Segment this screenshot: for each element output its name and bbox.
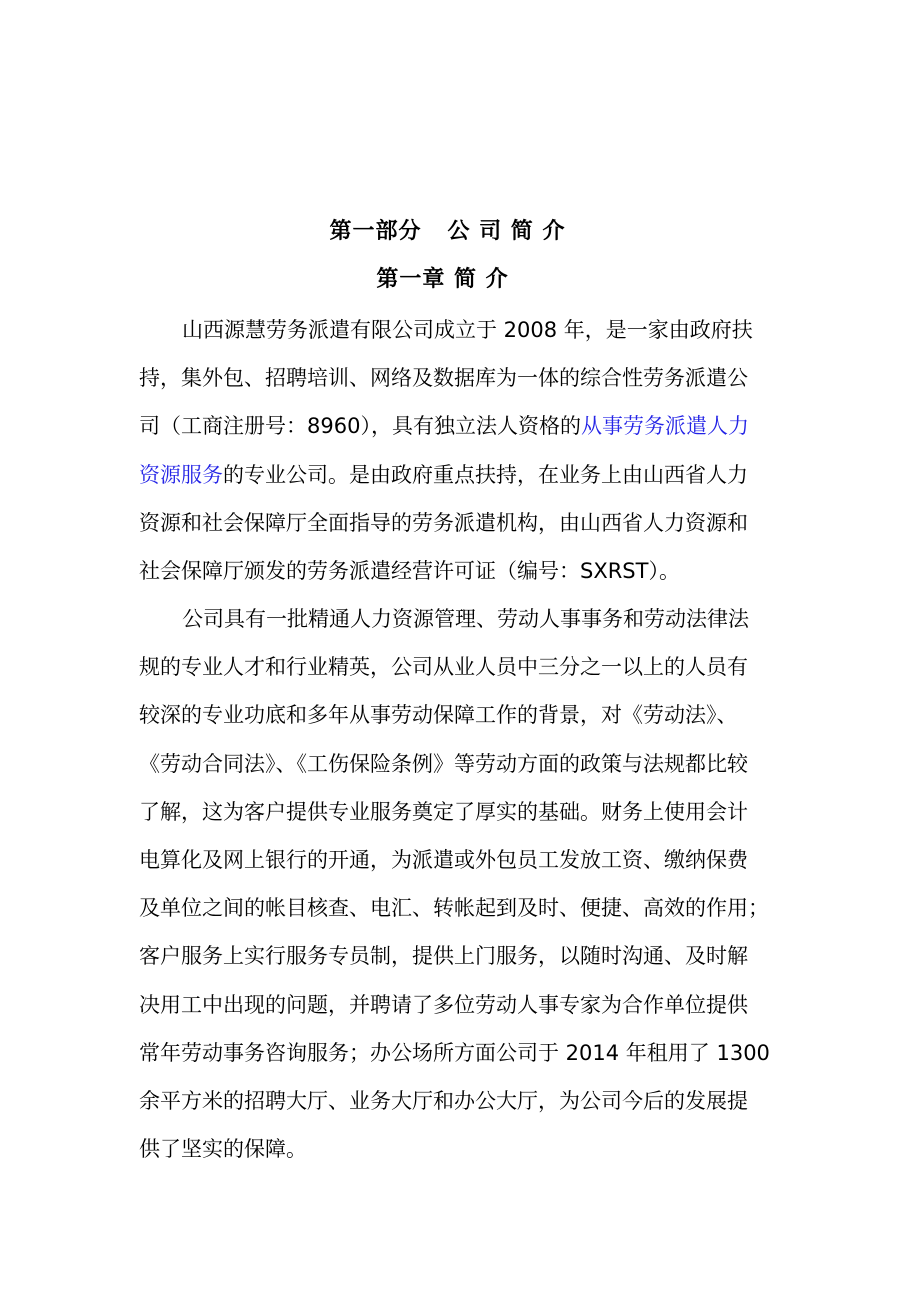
chapter-title: 第一章 简 介 [376, 267, 509, 292]
paragraph-line: 常年劳动事务咨询服务；办公场所方面公司于 2014 年租用了 1300 [139, 1040, 770, 1065]
paragraph-line: 社会保障厅颁发的劳务派遣经营许可证（编号：SXRST）。 [139, 559, 680, 584]
paragraph-line: 《劳动合同法》、《工伤保险条例》等劳动方面的政策与法规都比较 [139, 751, 748, 776]
service-link[interactable]: 从事劳务派遣人力 [580, 414, 749, 439]
paragraph-line: 余平方米的招聘大厅、业务大厅和办公大厅，为公司今后的发展提 [139, 1089, 748, 1114]
part-title: 第一部分 公 司 简 介 [329, 219, 566, 244]
paragraph-line: 规的专业人才和行业精英，公司从业人员中三分之一以上的人员有 [139, 655, 748, 680]
paragraph-line: 及单位之间的帐目核查、电汇、转帐起到及时、便捷、高效的作用； [139, 896, 769, 921]
paragraph-line: 供了坚实的保障。 [139, 1137, 307, 1162]
intro-paragraph [139, 306, 787, 595]
paragraph-line: 山西源慧劳务派遣有限公司成立于 2008 年，是一家由政府扶 [182, 318, 753, 342]
paragraph-line: 较深的专业功底和多年从事劳动保障工作的背景，对《劳动法》、 [139, 703, 738, 728]
paragraph-line: 公司具有一批精通人力资源管理、劳动人事事务和劳动法律法 [182, 607, 749, 631]
service-link[interactable]: 资源服务 [139, 462, 223, 487]
paragraph-line: 资源和社会保障厅全面指导的劳务派遣机构，由山西省人力资源和 [139, 510, 748, 535]
paragraph-line: 决用工中出现的问题，并聘请了多位劳动人事专家为合作单位提供 [139, 992, 748, 1017]
paragraph-line: 了解，这为客户提供专业服务奠定了厚实的基础。财务上使用会计 [139, 799, 748, 824]
capability-paragraph [139, 595, 787, 1173]
paragraph-line: 客户服务上实行服务专员制，提供上门服务，以随时沟通、及时解 [139, 944, 748, 969]
paragraph-text: 司（工商注册号：8960），具有独立法人资格的 [139, 414, 581, 439]
paragraph-line: 电算化及网上银行的开通，为派遣或外包员工发放工资、缴纳保费 [139, 848, 748, 873]
paragraph-line [139, 451, 787, 499]
paragraph-line [139, 402, 787, 450]
paragraph-text: 的专业公司。是由政府重点扶持，在业务上由山西省人力 [223, 462, 748, 487]
paragraph-line: 持，集外包、招聘培训、网络及数据库为一体的综合性劳务派遣公 [139, 366, 748, 391]
